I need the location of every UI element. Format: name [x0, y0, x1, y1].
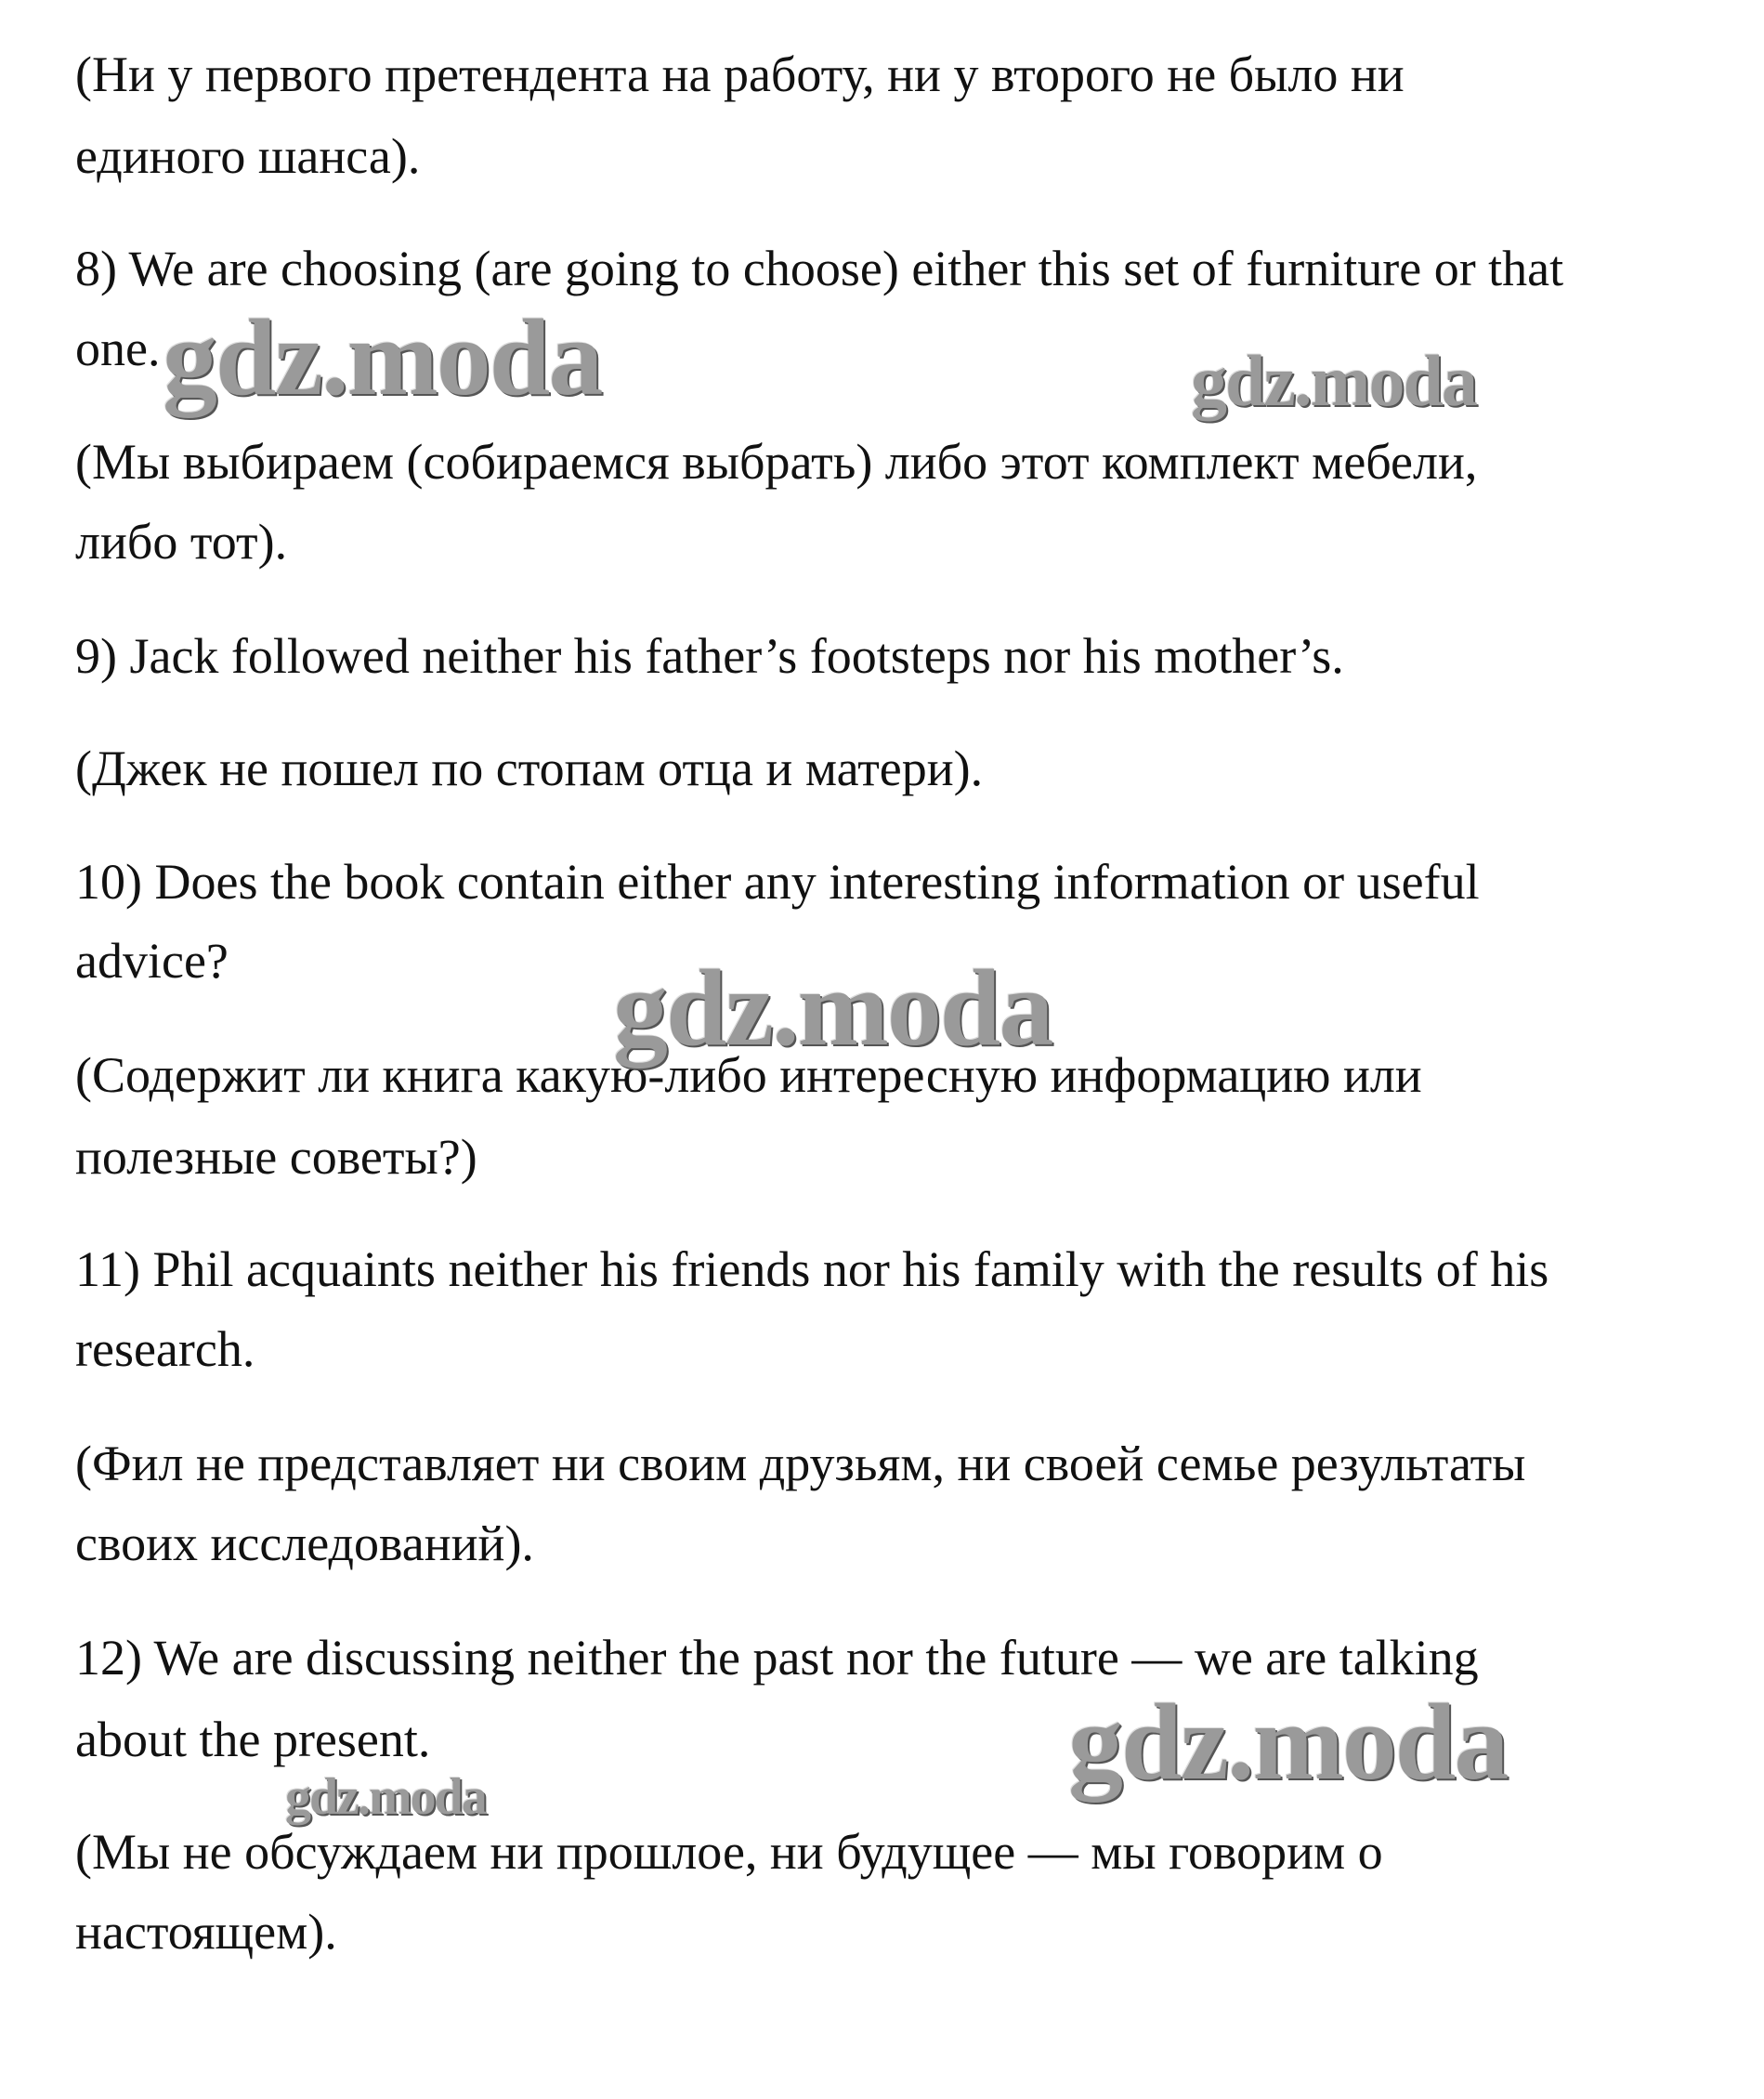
text-line: (Ни у первого претендента на работу, ни у второго не было ни: [75, 46, 1405, 102]
text-line: (Джек не пошел по стопам отца и матери).: [75, 741, 984, 796]
text-line: research.: [75, 1321, 255, 1377]
text-line: своих исследований).: [75, 1515, 534, 1571]
text-line: (Содержит ли книга какую-либо интересную информацию или: [75, 1047, 1422, 1103]
text-line: (Мы не обсуждаем ни прошлое, ни будущее — мы говорим о: [75, 1824, 1383, 1880]
text-line: (Мы выбираем (собираемся выбрать) либо этот комплект мебели,: [75, 434, 1478, 490]
watermark-logo: gdz.moda: [613, 947, 1052, 1069]
watermark-logo: gdz.moda: [1191, 340, 1476, 421]
text-line: about the present.: [75, 1712, 431, 1767]
text-line: 9) Jack followed neither his father’s footsteps nor his mother’s.: [75, 628, 1344, 684]
text-line: 8) We are choosing (are going to choose) either this set of furniture or that: [75, 241, 1564, 296]
text-line: настоящем).: [75, 1904, 337, 1960]
watermark-logo: gdz.moda: [1068, 1681, 1508, 1803]
text-line: единого шанса).: [75, 128, 421, 184]
watermark-logo: gdz.moda: [163, 296, 602, 418]
text-line: advice?: [75, 933, 229, 989]
text-line: one.: [75, 321, 161, 376]
text-line: либо тот).: [75, 514, 288, 570]
text-line: 10) Does the book contain either any interesting information or useful: [75, 854, 1480, 910]
text-line: (Фил не представляет ни своим друзьям, ни своей семье результаты: [75, 1436, 1526, 1491]
text-line: полезные советы?): [75, 1129, 477, 1185]
text-line: 12) We are discussing neither the past nor the future — we are talking: [75, 1630, 1479, 1686]
watermark-logo: gdz.moda: [285, 1768, 486, 1826]
text-line: 11) Phil acquaints neither his friends nor his family with the results of his: [75, 1241, 1549, 1297]
